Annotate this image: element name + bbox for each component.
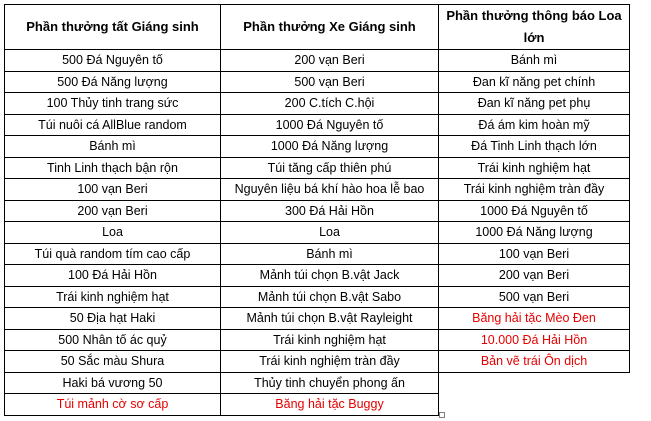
table-row	[5, 351, 630, 373]
table-row	[5, 222, 630, 244]
table-cell: 500 Nhân tố ác quỷ	[5, 329, 221, 351]
table-cell: Đá Tinh Linh thạch lớn	[439, 136, 630, 158]
table-cell: 100 Đá Hải Hồn	[5, 265, 221, 287]
table-cell: 500 vạn Beri	[439, 286, 630, 308]
table-cell: Đan kĩ năng pet chính	[439, 71, 630, 93]
table-cell: Đá ám kim hoàn mỹ	[439, 114, 630, 136]
table-row	[5, 308, 630, 330]
table-row	[5, 243, 630, 265]
table-cell-highlight: Bản vẽ trái Ôn dịch	[439, 351, 630, 373]
table-row	[5, 114, 630, 136]
table-cell: Bánh mì	[221, 243, 439, 265]
table-cell: Trái kinh nghiệm tràn đầy	[439, 179, 630, 201]
table-cell-highlight: Băng hải tặc Mèo Đen	[439, 308, 630, 330]
table-cell-highlight: 10.000 Đá Hải Hồn	[439, 329, 630, 351]
table-cell-highlight: Băng hải tặc Buggy	[221, 394, 439, 416]
table-cell: Loa	[5, 222, 221, 244]
header-christmas-socks: Phần thưởng tất Giáng sinh	[5, 5, 221, 50]
table-row	[5, 179, 630, 201]
table-cell: 1000 Đá Năng lượng	[221, 136, 439, 158]
table-cell: Túi tăng cấp thiên phú	[221, 157, 439, 179]
table-cell: 200 vạn Beri	[5, 200, 221, 222]
table-cell: 200 vạn Beri	[221, 50, 439, 72]
table-cell: 100 vạn Beri	[5, 179, 221, 201]
table-cell: Bánh mì	[439, 50, 630, 72]
table-cell: Trái kinh nghiệm hạt	[5, 286, 221, 308]
table-cell: Trái kinh nghiệm tràn đầy	[221, 351, 439, 373]
table-row	[5, 50, 630, 72]
table-row	[5, 200, 630, 222]
header-row	[5, 5, 630, 50]
table-cell: 500 vạn Beri	[221, 71, 439, 93]
table-cell: 500 Đá Năng lượng	[5, 71, 221, 93]
header-loudspeaker: Phần thưởng thông báo Loa lớn	[439, 5, 630, 50]
table-row	[5, 136, 630, 158]
rewards-table	[4, 4, 630, 416]
table-cell: 500 Đá Nguyên tố	[5, 50, 221, 72]
table-row	[5, 329, 630, 351]
table-cell: 300 Đá Hải Hồn	[221, 200, 439, 222]
table-cell: Loa	[221, 222, 439, 244]
table-cell: Trái kinh nghiệm hạt	[221, 329, 439, 351]
table-cell: 50 Địa hạt Haki	[5, 308, 221, 330]
table-cell: 1000 Đá Nguyên tố	[221, 114, 439, 136]
table-resize-handle[interactable]	[439, 412, 445, 418]
table-cell: Mảnh túi chọn B.vật Sabo	[221, 286, 439, 308]
table-row	[5, 394, 630, 416]
header-christmas-car: Phần thưởng Xe Giáng sinh	[221, 5, 439, 50]
table-cell: 1000 Đá Năng lượng	[439, 222, 630, 244]
table-row	[5, 265, 630, 287]
table-cell: Mảnh túi chọn B.vật Rayleight	[221, 308, 439, 330]
table-cell: Bánh mì	[5, 136, 221, 158]
table-row	[5, 71, 630, 93]
table-cell: 200 C.tích C.hội	[221, 93, 439, 115]
table-cell: Trái kinh nghiệm hạt	[439, 157, 630, 179]
table-cell: Haki bá vương 50	[5, 372, 221, 394]
table-row	[5, 372, 630, 394]
table-cell: 100 Thủy tinh trang sức	[5, 93, 221, 115]
table-cell-highlight: Túi mảnh cờ sơ cấp	[5, 394, 221, 416]
table-cell-empty	[439, 372, 630, 394]
table-cell: Nguyên liệu bá khí hào hoa lễ bao	[221, 179, 439, 201]
table-cell: Mảnh túi chọn B.vật Jack	[221, 265, 439, 287]
table-row	[5, 157, 630, 179]
table-cell: Thủy tinh chuyển phong ấn	[221, 372, 439, 394]
table-row	[5, 286, 630, 308]
table-cell-empty	[439, 394, 630, 416]
table-cell: 50 Sắc màu Shura	[5, 351, 221, 373]
table-cell: Túi quà random tím cao cấp	[5, 243, 221, 265]
table-cell: Tinh Linh thạch bận rộn	[5, 157, 221, 179]
table-cell: 200 vạn Beri	[439, 265, 630, 287]
table-cell: Đan kĩ năng pet phụ	[439, 93, 630, 115]
table-cell: 100 vạn Beri	[439, 243, 630, 265]
table-row	[5, 93, 630, 115]
table-cell: Túi nuôi cá AllBlue random	[5, 114, 221, 136]
table-cell: 1000 Đá Nguyên tố	[439, 200, 630, 222]
